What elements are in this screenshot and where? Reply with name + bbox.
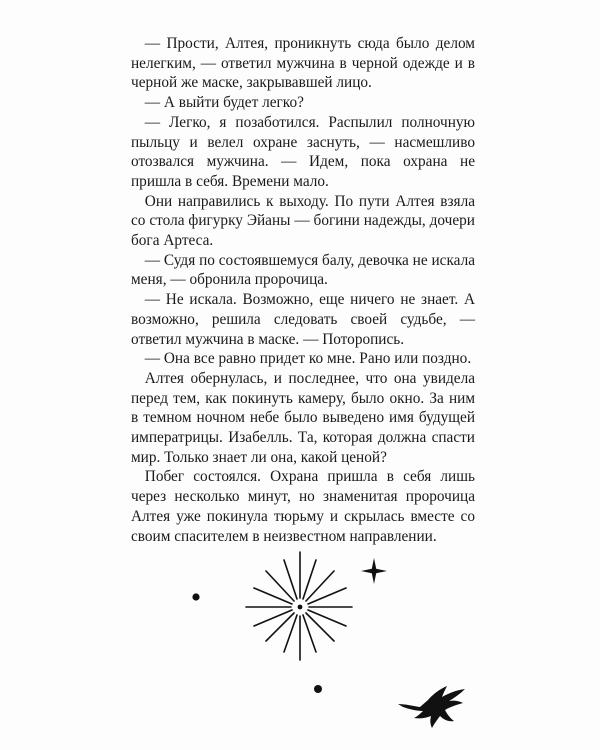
paragraph: Побег состоялся. Охрана пришла в себя лишь через несколько минут, но знаменитая пророчица Алтея уже покинула тюрьму и скрылась вместе со своим спасителем в неизвестном направлении. <box>131 468 475 545</box>
dot-icon <box>314 685 322 693</box>
paragraph: — Легко, я позаботился. Распылил полночную пыльцу и велел охране заснуть, — насмешливо отозвался мужчина. — Идем, пока охрана не пришла в себя. Времени мало. <box>131 113 475 190</box>
paragraph: — Она все равно придет ко мне. Рано или поздно. <box>144 350 472 368</box>
paragraph: — Судя по состоявшемуся балу, девочка не искала меня, — обронила пророчица. <box>131 251 475 289</box>
dot-icon <box>192 593 199 600</box>
sunburst-center <box>298 605 303 610</box>
paragraph: — Прости, Алтея, проникнуть сюда было делом нелегким, — ответил мужчина в черной одежде и в черной же маске, закрывавшей лицо. <box>131 35 475 92</box>
sparkle-icon <box>361 558 387 584</box>
paragraph: Они направились к выходу. По пути Алтея взяла со стола фигурку Эйаны — богини надежды, дочери бога Артеса. <box>131 192 475 250</box>
paragraph: — А выйти будет легко? <box>144 94 304 112</box>
dragon-icon <box>398 686 465 728</box>
paragraph: — Не искала. Возможно, еще ничего не знает. А возможно, решила следовать своей судьбе, — ответил мужчина в маске. — Поторопись. <box>131 291 475 348</box>
paragraph: Алтея обернулась, и последнее, что она увидела перед тем, как покинуть камеру, было окно. За ним в темном ночном небе было выведено имя будущей императрицы. Изабелль. Та, которая должна спасти мир. Только знает ли она, какой ценой? <box>131 369 475 466</box>
